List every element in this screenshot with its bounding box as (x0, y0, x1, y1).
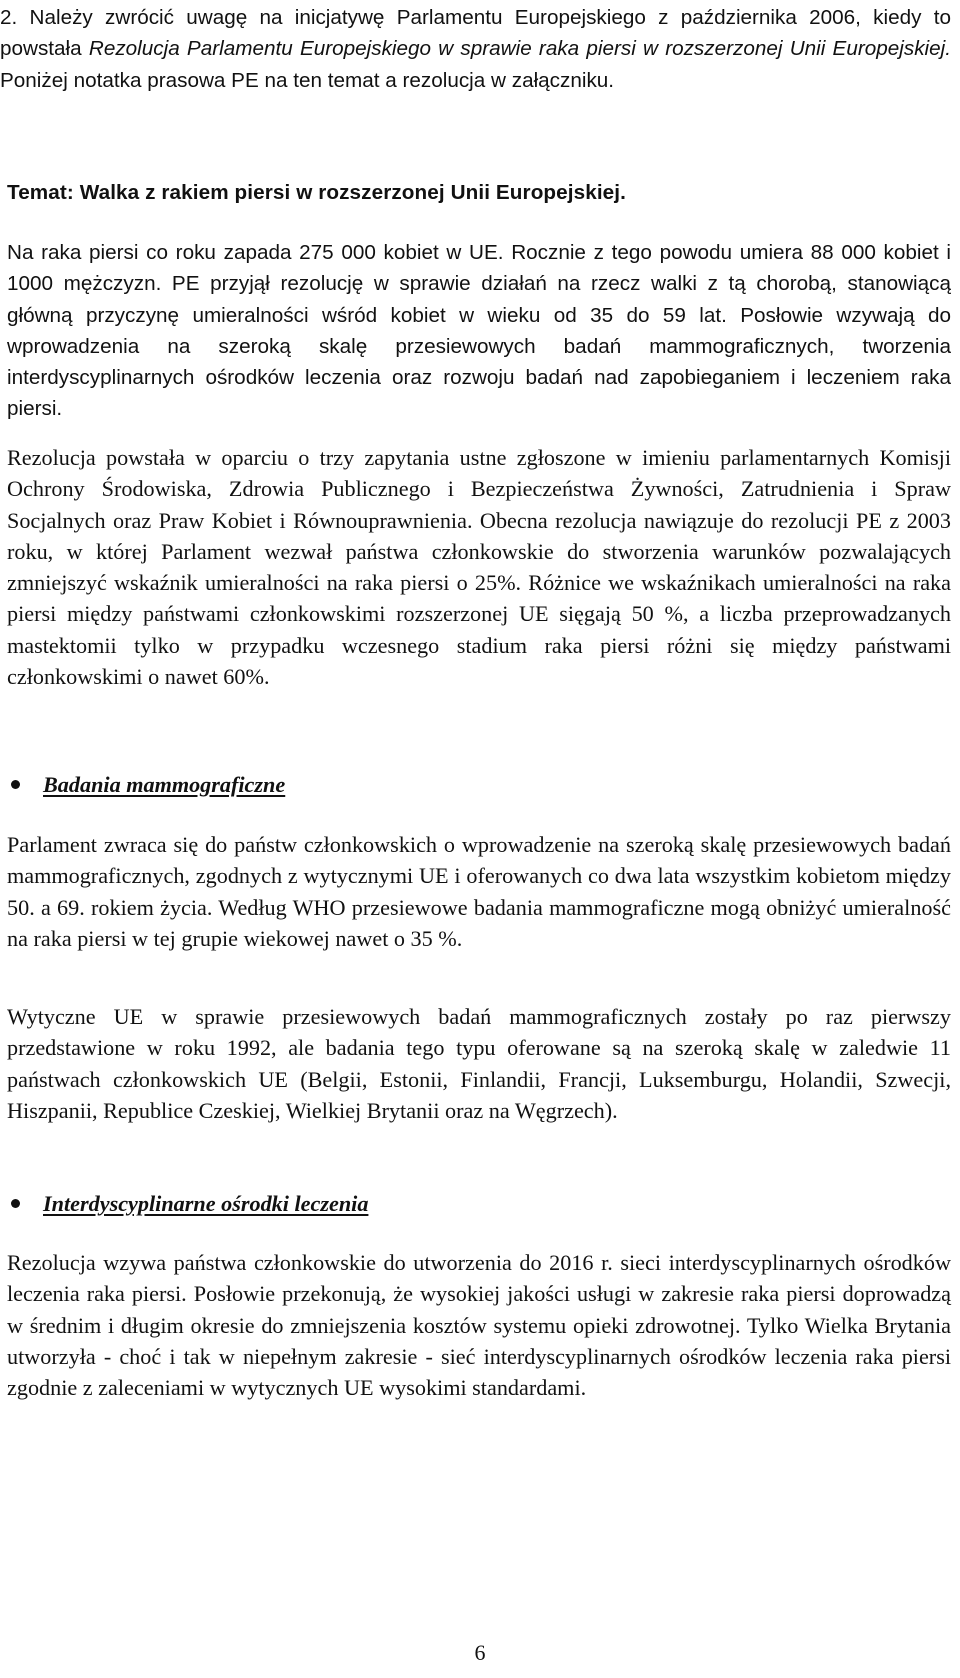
centers-paragraph: Rezolucja wzywa państwa członkowskie do utworzenia do 2016 r. sieci interdyscyplinarnych ośrodków leczenia raka piersi. Posłowie przekonują, że wysokiej jakości usługi w zakresie raka piersi doprowadzą w średnim i długim okresie do zmniejszenia kosztów systemu opieki zdrowotnej. Tylko Wielka Brytania utworzyła - choć i tak w niepełnym zakresie - sieć interdyscyplinarnych ośrodków leczenia raka piersi zgodnie z zaleceniami w wytycznych UE wysokimi standardami. (7, 1250, 951, 1401)
mammography-paragraph-2: Wytyczne UE w sprawie przesiewowych badań mammograficznych zostały po raz pierwszy przedstawione w roku 1992, ale badania tego typu oferowane są na szeroką skalę w zaledwie 11 państwach członkowskich UE (Belgii, Estonii, Finlandii, Francji, Luksemburgu, Holandii, Szwecji, Hiszpanii, Republice Czeskiej, Wielkiej Brytanii oraz na Węgrzech). (7, 1004, 951, 1123)
intro-text-end: Poniżej notatka prasowa PE na ten temat a rezolucja w załączniku. (0, 68, 615, 92)
list-number: 2. (0, 6, 18, 29)
page-number: 6 (474, 1640, 486, 1665)
section-mammography (7, 769, 951, 801)
bullet-icon (11, 780, 20, 789)
section-heading-centers: Interdyscyplinarne ośrodki leczenia (43, 1191, 369, 1216)
mammography-paragraph-1: Parlament zwraca się do państw członkowskich o wprowadzenie na szeroką skalę przesiewowych badań mammograficznych, zgodnych z wytycznymi UE i oferowanych co dwa lata wszystkim kobietom między 50. a 69. rokiem życia. Według WHO przesiewowe badania mammograficzne mogą obniżyć umieralność na raka piersi w tej grupie wiekowej nawet o 35 %. (7, 832, 951, 951)
section-heading-mammography: Badania mammograficzne (43, 772, 286, 797)
topic-heading: Temat: Walka z rakiem piersi w rozszerzonej Unii Europejskiej. (7, 181, 626, 204)
press-body: PE przyjął rezolucję w sprawie działań na rzecz walki z tą chorobą, stanowiącą główną przyczynę umieralności wśród kobiet w wieku od 35 do 59 lat. Posłowie wzywają do wprowadzenia na szeroką skalę przesiewowych badań mammograficznych, tworzenia interdyscyplinarnych ośrodków leczenia oraz rozwoju badań nad zapobieganiem i leczeniem raka piersi. (7, 272, 951, 421)
resolution-title: Rezolucja Parlamentu Europejskiego w sprawie raka piersi w rozszerzonej Unii Europejskiej. (88, 37, 951, 61)
bullet-icon (11, 1199, 20, 1208)
intro-paragraph (0, 2, 951, 96)
press-paragraph (7, 237, 951, 425)
resolution-paragraph: Rezolucja powstała w oparciu o trzy zapytania ustne zgłoszone w imieniu parlamentarnych Komisji Ochrony Środowiska, Zdrowia Publicznego i Bezpieczeństwa Żywności, Zatrudnienia i Spraw Socjalnych oraz Praw Kobiet i Równouprawnienia. Obecna rezolucja nawiązuje do rezolucji PE z 2003 roku, w której Parlament wezwał państwa członkowskie do stworzenia warunków pozwalających zmniejszyć wskaźnik umieralności na raka piersi o 25%. Różnice we wskaźnikach umieralności na raka piersi między państwami członkowskimi rozszerzonej UE sięgają 50 %, a liczba przeprowadzanych mastektomii tylko w przypadku wczesnego stadium raka piersi różni się między państwami członkowskimi o nawet 60%. (7, 445, 951, 690)
press-statistics: Na raka piersi co roku zapada 275 000 kobiet w UE. Rocznie z tego powodu umiera 88 000 kobiet i 1000 mężczyzn. (7, 241, 951, 296)
intro-text-start: Należy zwrócić uwagę na inicjatywę Parlamentu Europejskiego z października 2006, kiedy to powstała (0, 6, 951, 61)
section-centers (7, 1188, 951, 1220)
